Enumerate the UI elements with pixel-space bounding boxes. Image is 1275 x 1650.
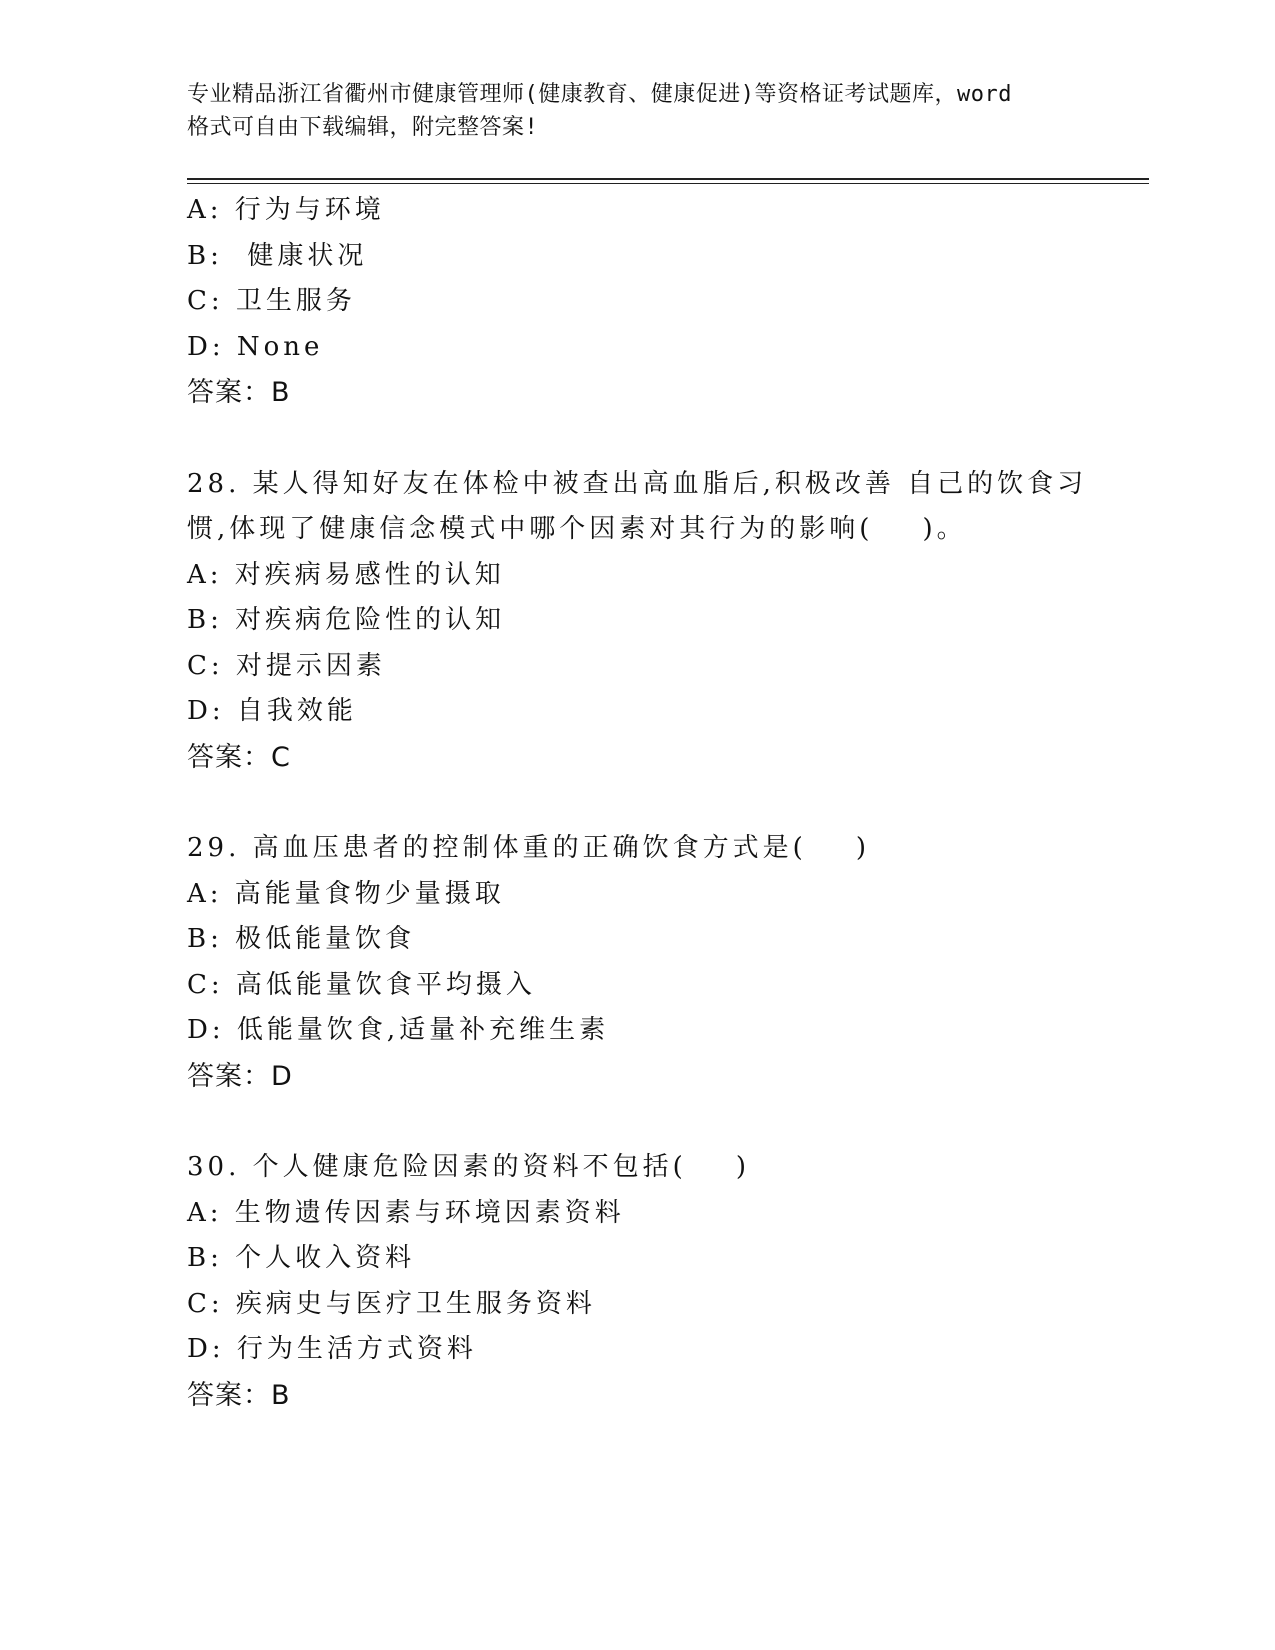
question-28 (187, 462, 1087, 781)
option-c: C: 高低能量饮食平均摄入 (187, 969, 536, 1000)
answer-label: 答案：D (187, 1060, 293, 1092)
question-29 (187, 826, 1087, 1099)
answer-label: 答案：B (187, 1379, 291, 1411)
spacer (187, 780, 1087, 826)
option-c: C: 对提示因素 (187, 650, 386, 681)
question-30 (187, 1145, 1087, 1418)
question-stem-line-1: 30. 个人健康危险因素的资料不包括( ) (187, 1152, 750, 1182)
option-b: B: 极低能量饮食 (187, 924, 416, 954)
document-header (187, 78, 1087, 144)
question-stem-line-2: 惯,体现了健康信念模式中哪个因素对其行为的影响( )。 (187, 514, 967, 544)
header-line-1: 专业精品浙江省衢州市健康管理师(健康教育、健康促进)等资格证考试题库，word (187, 82, 1012, 107)
spacer (187, 1099, 1087, 1145)
spacer (187, 416, 1087, 462)
option-d: D: 自我效能 (187, 696, 357, 726)
question-27-partial (187, 188, 1087, 416)
option-b: B: 对疾病危险性的认知 (187, 605, 506, 635)
header-line-2: 格式可自由下载编辑，附完整答案! (187, 115, 539, 140)
option-c: C: 卫生服务 (187, 286, 356, 316)
question-stem-line-1: 29. 高血压患者的控制体重的正确饮食方式是( ) (187, 833, 870, 863)
option-d: D: None (187, 331, 324, 362)
question-list (187, 188, 1087, 1418)
option-b: B: 健康状况 (187, 240, 368, 271)
option-a: A: 对疾病易感性的认知 (187, 559, 505, 590)
answer-label: 答案：C (187, 741, 291, 773)
option-a: A: 高能量食物少量摄取 (187, 878, 505, 909)
option-a: A: 行为与环境 (187, 195, 385, 225)
answer-label: 答案：B (187, 377, 291, 408)
option-a: A: 生物遗传因素与环境因素资料 (187, 1197, 625, 1228)
option-d: D: 低能量饮食,适量补充维生素 (187, 1015, 610, 1045)
question-stem-line-1: 28. 某人得知好友在体检中被查出高血脂后,积极改善 自己的饮食习 (187, 468, 1088, 499)
header-divider-thick (187, 178, 1149, 180)
option-b: B: 个人收入资料 (187, 1243, 416, 1273)
header-divider-thin (187, 183, 1149, 184)
option-c: C: 疾病史与医疗卫生服务资料 (187, 1288, 596, 1319)
option-d: D: 行为生活方式资料 (187, 1334, 477, 1364)
